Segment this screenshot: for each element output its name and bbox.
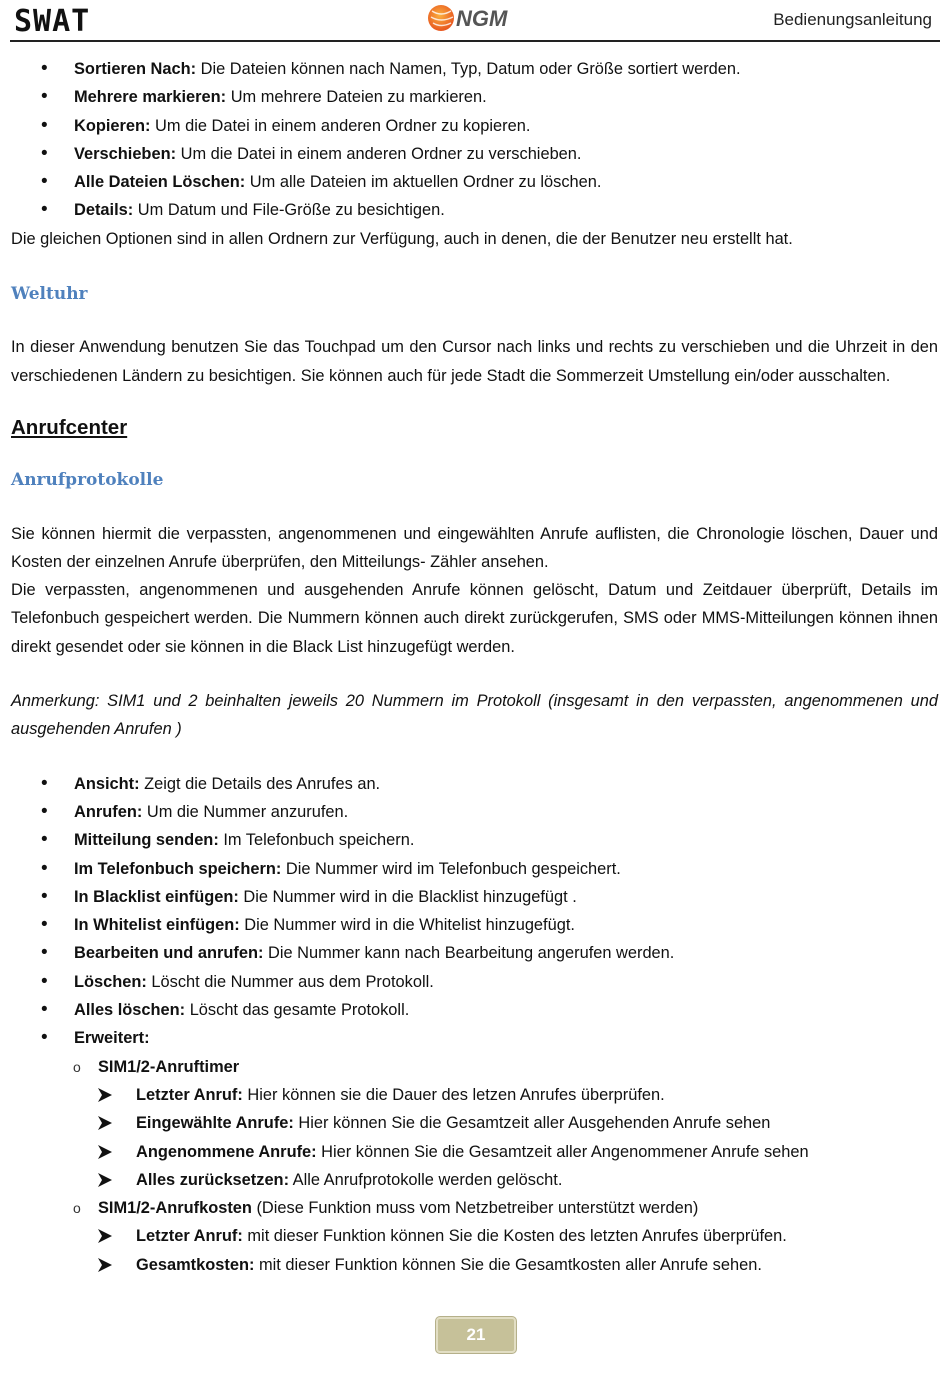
erweitert-sublist	[74, 1053, 938, 1279]
arrow-item	[11, 1109, 938, 1137]
list-item	[11, 826, 938, 854]
item-term: Letzter Anruf:	[136, 1085, 243, 1104]
item-term: Anrufen:	[74, 802, 143, 821]
item-term: Mitteilung senden:	[74, 831, 219, 850]
item-desc: Um Datum und File-Größe zu besichtigen.	[133, 201, 445, 220]
arrow-bullet-icon	[97, 1115, 113, 1131]
item-term: In Whitelist einfügen:	[74, 916, 240, 935]
list-item	[11, 83, 938, 111]
item-desc: (Diese Funktion muss vom Netzbetreiber unterstützt werden)	[251, 1199, 699, 1218]
item-term: Gesamtkosten:	[136, 1255, 255, 1274]
item-desc: Hier können Sie die Gesamtzeit aller Angenommener Anrufe sehen	[316, 1142, 809, 1161]
list-item	[11, 55, 938, 83]
item-desc: Hier können sie die Dauer des letzen Anrufes überprüfen.	[242, 1085, 665, 1104]
arrow-bullet-icon	[97, 1144, 113, 1160]
protokolle-paragraph-1: Sie können hiermit die verpassten, angenommenen und eingewählten Anrufe auflisten, die Chronologie löschen, Dauer und Kosten der einzelnen Anrufe überprüfen, den Mitteilungs- Zähler ansehen.	[11, 524, 938, 571]
list-item	[11, 770, 938, 798]
arrow-item	[11, 1251, 938, 1279]
item-desc: Um alle Dateien im aktuellen Ordner zu löschen.	[245, 173, 602, 192]
arrow-bullet-icon	[97, 1228, 113, 1244]
item-desc: Um die Nummer anzurufen.	[142, 802, 349, 821]
item-desc: Um die Datei in einem anderen Ordner zu kopieren.	[150, 116, 531, 135]
arrow-item	[11, 1138, 938, 1166]
list-item	[11, 968, 938, 996]
file-options-list	[11, 55, 938, 225]
swat-logo	[14, 4, 114, 36]
list-item	[11, 939, 938, 967]
item-desc: Um die Datei in einem anderen Ordner zu verschieben.	[176, 144, 582, 163]
circle-bullet-icon: o	[73, 1200, 81, 1217]
arrow-item	[11, 1081, 938, 1109]
sublist-item-timer	[11, 1053, 938, 1194]
item-term: Sortieren Nach:	[74, 60, 197, 78]
item-term: Löschen:	[74, 972, 147, 991]
item-term: SIM1/2-Anruftimer	[98, 1057, 240, 1076]
protokolle-paragraph-2: Die verpassten, angenommenen und ausgehenden Anrufe können gelöscht, Datum und Zeitdauer überprüft, Details im Telefonbuch gespeichert werden. Die Nummern können auch direkt zurückgerufen, SMS oder MMS-Mitteilungen können ihnen direkt gesendet oder sie können in die Black List hinzugefügt werden.	[11, 581, 938, 656]
item-term: Eingewählte Anrufe:	[136, 1114, 294, 1133]
item-desc: mit dieser Funktion können Sie die Gesamtkosten aller Anrufe sehen.	[254, 1255, 762, 1274]
heading-anrufprotokolle: Anrufprotokolle	[11, 470, 164, 491]
kosten-sublist	[98, 1222, 938, 1279]
item-desc: Die Nummer kann nach Bearbeitung angerufen werden.	[263, 944, 675, 963]
svg-text:NGM: NGM	[456, 6, 508, 31]
list-item	[11, 911, 938, 939]
item-desc: mit dieser Funktion können Sie die Kosten des letzten Anrufes überprüfen.	[242, 1227, 787, 1246]
list-item	[11, 996, 938, 1024]
page-header	[10, 0, 940, 42]
heading-weltuhr: Weltuhr	[11, 284, 88, 305]
item-term: Angenommene Anrufe:	[136, 1142, 317, 1161]
item-desc: Löscht die Nummer aus dem Protokoll.	[146, 972, 434, 991]
item-term: Ansicht:	[74, 774, 140, 793]
list-item	[11, 168, 938, 196]
arrow-bullet-icon	[97, 1087, 113, 1103]
item-term: Alles zurücksetzen:	[136, 1170, 290, 1189]
list-item-erweitert	[11, 1024, 938, 1279]
call-log-options-list	[11, 770, 938, 1279]
item-desc: Im Telefonbuch speichern.	[218, 831, 415, 850]
page-content	[11, 55, 938, 1279]
list-item	[11, 112, 938, 140]
item-desc: Alle Anrufprotokolle werden gelöscht.	[289, 1170, 563, 1189]
list-item	[11, 140, 938, 168]
svg-text:SWAT: SWAT	[14, 4, 91, 36]
sublist-item-kosten	[11, 1194, 938, 1279]
item-desc: Hier können Sie die Gesamtzeit aller Ausgehenden Anrufe sehen	[293, 1114, 771, 1133]
item-desc: Löscht das gesamte Protokoll.	[185, 1001, 410, 1020]
circle-bullet-icon: o	[73, 1058, 81, 1075]
item-desc: Die Dateien können nach Namen, Typ, Datum oder Größe sortiert werden.	[196, 60, 741, 78]
item-term: In Blacklist einfügen:	[74, 887, 239, 906]
list-item	[11, 855, 938, 883]
item-desc: Um mehrere Dateien zu markieren.	[226, 88, 487, 107]
arrow-item	[11, 1222, 938, 1250]
timer-sublist	[98, 1081, 938, 1194]
item-term: Letzter Anruf:	[136, 1227, 243, 1246]
item-term: Erweitert:	[74, 1029, 150, 1048]
item-term: Im Telefonbuch speichern:	[74, 859, 282, 878]
list-item	[11, 883, 938, 911]
arrow-item	[11, 1166, 938, 1194]
options-paragraph: Die gleichen Optionen sind in allen Ordnern zur Verfügung, auch in denen, die der Benutzer neu erstellt hat.	[11, 229, 793, 248]
item-desc: Die Nummer wird im Telefonbuch gespeichert.	[281, 859, 621, 878]
arrow-bullet-icon	[97, 1172, 113, 1188]
item-term: Alle Dateien Löschen:	[74, 173, 246, 192]
list-item	[11, 798, 938, 826]
note-paragraph: Anmerkung: SIM1 und 2 beinhalten jeweils 20 Nummern im Protokoll (insgesamt in den verpassten, angenommenen und ausgehenden Anrufen )	[11, 692, 938, 739]
arrow-bullet-icon	[97, 1257, 113, 1273]
list-item	[11, 196, 938, 224]
item-desc: Zeigt die Details des Anrufes an.	[139, 774, 381, 793]
item-term: Kopieren:	[74, 116, 151, 135]
item-desc: Die Nummer wird in die Whitelist hinzugefügt.	[239, 916, 575, 935]
item-term: Details:	[74, 201, 134, 220]
item-term: Alles löschen:	[74, 1001, 186, 1020]
item-term: Bearbeiten und anrufen:	[74, 944, 264, 963]
item-term: Verschieben:	[74, 144, 177, 163]
weltuhr-paragraph: In dieser Anwendung benutzen Sie das Touchpad um den Cursor nach links und rechts zu verschieben und die Uhrzeit in den verschiedenen Ländern zu besichtigen. Sie können auch für jede Stadt die Sommerzeit Umstellung ein/oder ausschalten.	[11, 338, 938, 385]
item-term: Mehrere markieren:	[74, 88, 227, 107]
item-desc: Die Nummer wird in die Blacklist hinzugefügt .	[238, 887, 577, 906]
ngm-logo	[426, 1, 536, 35]
item-term: SIM1/2-Anrufkosten	[98, 1199, 252, 1218]
document-title: Bedienungsanleitung	[773, 10, 932, 29]
heading-anrufcenter: Anrufcenter	[11, 415, 128, 439]
page-number: 21	[436, 1317, 516, 1353]
